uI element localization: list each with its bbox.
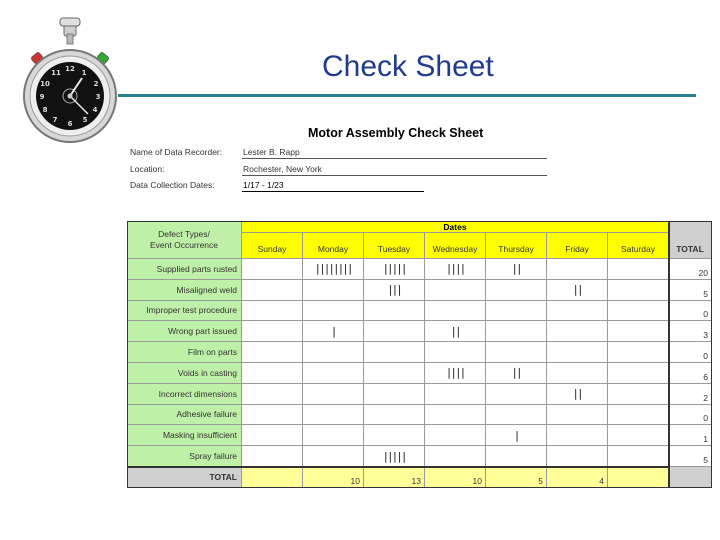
tally-marks — [242, 342, 302, 362]
day-header-label: Saturday — [620, 244, 656, 254]
dates-underline — [242, 191, 424, 192]
day-total-value: 4 — [599, 476, 604, 486]
row-total-cell — [669, 321, 712, 342]
tally-marks — [486, 301, 546, 321]
day-total-value: 10 — [472, 476, 482, 486]
tally-cell — [303, 280, 364, 301]
tally-marks — [608, 405, 668, 425]
tally-marks: || — [511, 262, 521, 276]
tally-cell — [425, 446, 486, 467]
defect-type-label: Improper test procedure — [146, 305, 237, 316]
tally-marks — [425, 425, 485, 445]
day-total-cell — [364, 467, 425, 488]
tally-cell — [303, 405, 364, 426]
tally-cell — [364, 280, 425, 301]
tally-marks — [547, 425, 607, 445]
svg-text:10: 10 — [40, 80, 50, 88]
row-total-cell — [669, 342, 712, 363]
tally-marks: |||||||| — [314, 262, 352, 276]
tally-marks — [303, 363, 363, 383]
defect-type-label: Supplied parts rusted — [156, 263, 237, 274]
tally-marks — [486, 446, 546, 466]
tally-cell — [303, 259, 364, 280]
tally-marks — [608, 425, 668, 445]
day-header-label: Thursday — [498, 244, 534, 254]
row-total-value: 0 — [703, 309, 708, 320]
defect-type-label: Wrong part issued — [168, 326, 237, 337]
totals-label: TOTAL — [209, 472, 237, 482]
tally-cell — [242, 363, 303, 384]
day-total-value: 10 — [350, 476, 360, 486]
svg-text:2: 2 — [93, 80, 99, 88]
location-label: Location: — [130, 164, 165, 174]
check-sheet-title: Motor Assembly Check Sheet — [308, 126, 484, 140]
day-total-cell — [608, 467, 669, 488]
row-total-cell — [669, 405, 712, 426]
tally-cell — [608, 259, 669, 280]
tally-cell — [425, 405, 486, 426]
tally-cell — [547, 301, 608, 322]
tally-marks: || — [572, 283, 582, 297]
defect-type-label: Voids in casting — [177, 367, 237, 378]
tally-cell — [547, 321, 608, 342]
tally-cell — [547, 363, 608, 384]
day-header-friday — [547, 233, 608, 259]
tally-cell — [547, 425, 608, 446]
check-sheet-table — [127, 221, 712, 488]
tally-cell — [547, 384, 608, 405]
tally-cell — [242, 321, 303, 342]
row-total-value: 5 — [703, 288, 708, 299]
row-total-value: 5 — [703, 454, 708, 465]
row-total-cell — [669, 301, 712, 322]
tally-marks — [608, 363, 668, 383]
tally-cell — [303, 384, 364, 405]
tally-marks — [425, 301, 485, 321]
total-header-cell — [669, 221, 712, 259]
tally-cell — [486, 363, 547, 384]
tally-marks — [303, 342, 363, 362]
tally-marks — [364, 363, 424, 383]
defect-type-label: Film on parts — [187, 347, 237, 358]
svg-text:7: 7 — [52, 116, 58, 124]
tally-marks — [608, 342, 668, 362]
tally-cell — [303, 342, 364, 363]
row-label-cell — [127, 342, 242, 363]
row-total-cell — [669, 280, 712, 301]
day-header-monday — [303, 233, 364, 259]
day-total-value: 13 — [411, 476, 421, 486]
tally-cell — [425, 342, 486, 363]
tally-marks — [242, 321, 302, 341]
tally-cell — [303, 363, 364, 384]
tally-cell — [242, 301, 303, 322]
tally-marks — [547, 321, 607, 341]
tally-marks — [486, 384, 546, 404]
day-header-label: Monday — [317, 244, 349, 254]
tally-marks — [242, 301, 302, 321]
day-header-sunday — [242, 233, 303, 259]
day-header-label: Sunday — [257, 244, 287, 254]
day-header-tuesday — [364, 233, 425, 259]
tally-cell — [425, 384, 486, 405]
tally-marks — [242, 363, 302, 383]
tally-marks: | — [330, 324, 336, 338]
defect-type-label: Incorrect dimensions — [158, 388, 237, 399]
day-header-wednesday — [425, 233, 486, 259]
tally-cell — [486, 280, 547, 301]
title-rule — [118, 94, 696, 97]
tally-marks: || — [511, 366, 521, 380]
tally-cell — [364, 425, 425, 446]
tally-marks: || — [450, 324, 460, 338]
svg-text:5: 5 — [82, 116, 88, 124]
tally-marks — [303, 384, 363, 404]
recorder-label: Name of Data Recorder: — [130, 147, 223, 157]
row-label-cell — [127, 425, 242, 446]
tally-marks: | — [513, 428, 519, 442]
header-line-2: Event Occurrence — [149, 239, 219, 250]
day-total-cell — [242, 467, 303, 488]
tally-marks: ||||| — [382, 449, 406, 463]
tally-cell — [608, 342, 669, 363]
tally-marks — [608, 446, 668, 466]
tally-cell — [608, 321, 669, 342]
tally-cell — [486, 301, 547, 322]
tally-cell — [486, 321, 547, 342]
row-total-cell — [669, 446, 712, 467]
day-total-value: 5 — [538, 476, 543, 486]
tally-cell — [486, 425, 547, 446]
tally-marks — [364, 405, 424, 425]
row-total-value: 6 — [703, 371, 708, 382]
tally-cell — [608, 363, 669, 384]
row-total-cell — [669, 425, 712, 446]
row-total-value: 3 — [703, 330, 708, 341]
row-total-value: 20 — [698, 267, 708, 278]
tally-marks — [364, 321, 424, 341]
tally-marks — [547, 259, 607, 279]
day-header-label: Wednesday — [432, 244, 478, 254]
tally-cell — [486, 446, 547, 467]
tally-cell — [608, 280, 669, 301]
tally-cell — [242, 405, 303, 426]
tally-cell — [303, 321, 364, 342]
tally-marks — [425, 384, 485, 404]
svg-text:1: 1 — [81, 69, 87, 77]
day-total-value — [608, 467, 668, 487]
tally-cell — [242, 425, 303, 446]
tally-cell — [303, 446, 364, 467]
day-total-cell — [547, 467, 608, 488]
defect-type-label: Misaligned weld — [176, 284, 237, 295]
row-label-cell — [127, 259, 242, 280]
tally-marks — [242, 405, 302, 425]
tally-cell — [547, 280, 608, 301]
tally-cell — [608, 384, 669, 405]
grand-total-cell — [669, 467, 712, 488]
dates-header-cell — [242, 221, 669, 233]
tally-marks — [303, 405, 363, 425]
tally-cell — [547, 342, 608, 363]
location-underline — [242, 175, 547, 176]
tally-cell — [547, 259, 608, 280]
tally-cell — [364, 259, 425, 280]
row-total-cell — [669, 363, 712, 384]
header-line-1: Defect Types/ — [158, 228, 210, 239]
svg-text:12: 12 — [65, 65, 75, 73]
tally-cell — [425, 259, 486, 280]
tally-cell — [425, 425, 486, 446]
row-label-cell — [127, 446, 242, 467]
tally-marks — [242, 425, 302, 445]
tally-marks — [425, 342, 485, 362]
tally-marks: ||||| — [382, 262, 406, 276]
tally-cell — [547, 446, 608, 467]
tally-marks: |||| — [445, 366, 465, 380]
tally-marks — [425, 446, 485, 466]
day-total-cell — [486, 467, 547, 488]
total-header: TOTAL — [676, 244, 704, 254]
tally-marks — [303, 446, 363, 466]
tally-marks — [242, 384, 302, 404]
tally-cell — [364, 446, 425, 467]
tally-cell — [242, 342, 303, 363]
tally-marks — [486, 280, 546, 300]
tally-marks — [608, 384, 668, 404]
tally-cell — [608, 446, 669, 467]
tally-marks: |||| — [445, 262, 465, 276]
row-total-value: 0 — [703, 413, 708, 424]
tally-cell — [364, 405, 425, 426]
tally-cell — [425, 321, 486, 342]
tally-cell — [608, 405, 669, 426]
defect-type-label: Adhesive failure — [176, 409, 237, 420]
stopwatch-icon — [18, 16, 122, 146]
tally-marks — [486, 405, 546, 425]
tally-marks — [425, 280, 485, 300]
tally-marks — [608, 259, 668, 279]
tally-marks — [425, 405, 485, 425]
defect-type-label: Masking insufficient — [162, 430, 237, 441]
tally-cell — [242, 280, 303, 301]
tally-cell — [486, 405, 547, 426]
tally-marks — [303, 301, 363, 321]
tally-cell — [608, 425, 669, 446]
tally-marks — [608, 280, 668, 300]
tally-marks: ||| — [387, 283, 401, 297]
tally-marks — [547, 342, 607, 362]
tally-cell — [303, 301, 364, 322]
tally-cell — [486, 342, 547, 363]
svg-text:11: 11 — [51, 69, 61, 77]
tally-marks — [364, 301, 424, 321]
tally-cell — [486, 259, 547, 280]
day-total-cell — [425, 467, 486, 488]
svg-text:6: 6 — [67, 120, 73, 128]
defect-type-label: Spray failure — [189, 451, 237, 462]
tally-cell — [425, 301, 486, 322]
tally-marks — [303, 280, 363, 300]
svg-text:9: 9 — [39, 93, 45, 101]
row-label-cell — [127, 384, 242, 405]
row-total-cell — [669, 259, 712, 280]
tally-marks — [242, 259, 302, 279]
header-label-cell — [127, 221, 242, 259]
tally-marks — [242, 280, 302, 300]
day-header-label: Friday — [565, 244, 589, 254]
totals-label-cell — [127, 467, 242, 488]
svg-text:8: 8 — [42, 106, 48, 114]
recorder-value: Lester B. Rapp — [243, 147, 300, 157]
tally-marks — [303, 425, 363, 445]
tally-cell — [242, 384, 303, 405]
svg-text:3: 3 — [95, 93, 101, 101]
day-total-cell — [303, 467, 364, 488]
tally-marks — [364, 384, 424, 404]
tally-marks — [242, 446, 302, 466]
tally-marks — [547, 301, 607, 321]
tally-cell — [303, 425, 364, 446]
defect-types-header — [127, 221, 241, 258]
tally-marks — [547, 446, 607, 466]
row-total-value: 1 — [703, 434, 708, 445]
tally-marks — [608, 321, 668, 341]
dates-label: Data Collection Dates: — [130, 180, 215, 190]
tally-cell — [486, 384, 547, 405]
tally-cell — [364, 384, 425, 405]
dates-header: Dates — [443, 221, 467, 232]
location-value: Rochester, New York — [243, 164, 322, 174]
slide-title: Check Sheet — [322, 50, 494, 83]
tally-cell — [364, 363, 425, 384]
row-label-cell — [127, 301, 242, 322]
day-header-saturday — [608, 233, 669, 259]
tally-cell — [608, 301, 669, 322]
row-total-cell — [669, 384, 712, 405]
tally-marks — [608, 301, 668, 321]
tally-cell — [364, 301, 425, 322]
tally-marks — [547, 363, 607, 383]
tally-cell — [242, 259, 303, 280]
row-total-value: 0 — [703, 350, 708, 361]
tally-marks — [364, 425, 424, 445]
tally-cell — [242, 446, 303, 467]
tally-cell — [425, 280, 486, 301]
row-label-cell — [127, 321, 242, 342]
day-header-thursday — [486, 233, 547, 259]
row-label-cell — [127, 405, 242, 426]
recorder-underline — [242, 158, 547, 159]
tally-marks: || — [572, 387, 582, 401]
tally-marks — [364, 342, 424, 362]
row-label-cell — [127, 280, 242, 301]
tally-cell — [547, 405, 608, 426]
tally-marks — [486, 342, 546, 362]
day-total-value — [242, 467, 302, 487]
tally-cell — [425, 363, 486, 384]
tally-marks — [547, 405, 607, 425]
day-header-label: Tuesday — [377, 244, 411, 254]
row-label-cell — [127, 363, 242, 384]
tally-cell — [364, 321, 425, 342]
dates-value: 1/17 - 1/23 — [243, 180, 284, 190]
svg-text:4: 4 — [92, 106, 98, 114]
tally-marks — [486, 321, 546, 341]
row-total-value: 2 — [703, 392, 708, 403]
tally-cell — [364, 342, 425, 363]
